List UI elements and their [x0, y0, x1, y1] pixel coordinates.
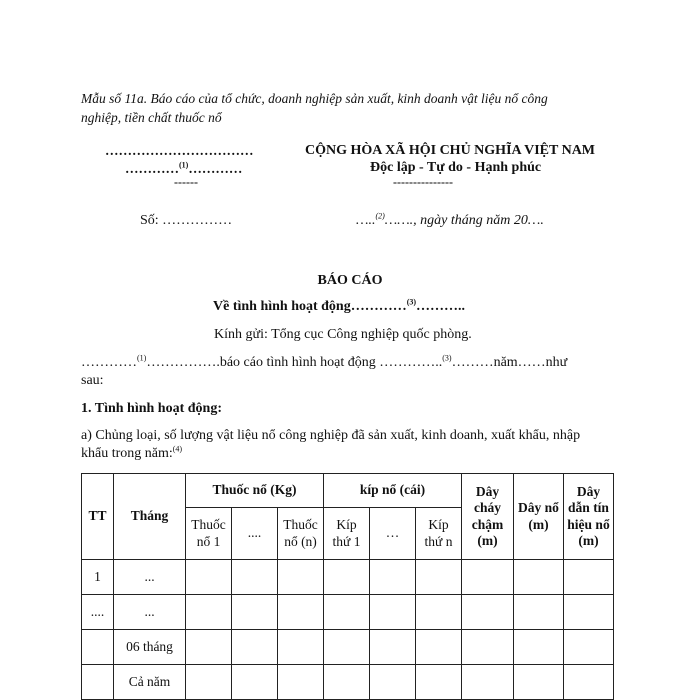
header-tt: TT: [82, 474, 114, 560]
intro-line-end: sau:: [81, 373, 104, 388]
footnote-ref: (3): [442, 353, 452, 363]
form-title-line2: nghiệp, tiền chất thuốc nổ: [81, 110, 222, 125]
activity-table: [81, 473, 614, 700]
header-explosive-group: Thuốc nổ (Kg): [186, 474, 324, 508]
footnote-ref: (1): [137, 353, 147, 363]
footnote-ref: (1): [179, 160, 189, 170]
header-month: Tháng: [114, 474, 186, 560]
report-title: BÁO CÁO: [317, 273, 383, 288]
report-recipient: Kính gửi: Tổng cục Công nghiệp quốc phòng.: [214, 327, 472, 342]
cell-tt: [82, 630, 114, 665]
header-signal-tube: Dây dẫn tín hiệu nổ (m): [564, 474, 614, 560]
intro-line: …………$^{(1)}$…………….báo cáo tình hình hoạt động …………..$^{(3)}$………năm……như: [81, 353, 568, 370]
table-row: [82, 630, 614, 665]
cell-month: ...: [114, 560, 186, 595]
header-det-cord: Dây nổ (m): [514, 474, 564, 560]
document-date: …..$^{(2)}$……., ngày tháng năm 20….: [356, 211, 544, 228]
form-title-line1: Mẫu số 11a. Báo cáo của tổ chức, doanh nghiệp sản xuất, kinh doanh vật liệu nổ công: [81, 91, 548, 106]
nation-title: CỘNG HÒA XÃ HỘI CHỦ NGHĨA VIỆT NAM: [305, 143, 596, 158]
cell-month: ...: [114, 595, 186, 630]
document-number: Số: ……………: [140, 213, 233, 228]
header-detonator-group: kíp nổ (cái): [324, 474, 462, 508]
table-header-row: [82, 474, 614, 508]
nation-rule: ---------------: [393, 175, 453, 189]
header-explosive-n: Thuốc nổ (n): [278, 508, 324, 560]
section1-para-line1: a) Chủng loại, số lượng vật liệu nổ công nghiệp đã sản xuất, kinh doanh, xuất khẩu, nhập: [81, 428, 581, 443]
header-slow-fuse: Dây cháy chậm (m): [462, 474, 514, 560]
footnote-ref: (3): [406, 297, 417, 307]
cell-month: Cả năm: [114, 665, 186, 700]
table-row: [82, 560, 614, 595]
cell-tt: [82, 665, 114, 700]
cell-month: 06 tháng: [114, 630, 186, 665]
nation-motto: Độc lập - Tự do - Hạnh phúc: [370, 160, 542, 175]
footnote-ref: (2): [375, 211, 385, 221]
header-detonator-1: Kíp thứ 1: [324, 508, 370, 560]
report-subject: Về tình hình hoạt động…………$^{(3)}$………..: [213, 297, 466, 314]
org-name-line: …………$^{(1)}$…………: [125, 160, 243, 176]
footnote-ref: (4): [172, 444, 183, 454]
header-detonator-n: Kíp thứ n: [416, 508, 462, 560]
header-explosive-dots: ....: [232, 508, 278, 560]
table-row: [82, 595, 614, 630]
org-dots-line: ……………………………: [105, 143, 254, 158]
cell-tt: ....: [82, 595, 114, 630]
header-detonator-dots: …: [370, 508, 416, 560]
org-rule: ------: [174, 175, 198, 189]
cell-tt: 1: [82, 560, 114, 595]
section1-para-line2: khẩu trong năm:$^{(4)}$: [81, 444, 183, 461]
table-row: [82, 665, 614, 700]
header-explosive-1: Thuốc nổ 1: [186, 508, 232, 560]
section1-heading: 1. Tình hình hoạt động:: [81, 401, 222, 416]
